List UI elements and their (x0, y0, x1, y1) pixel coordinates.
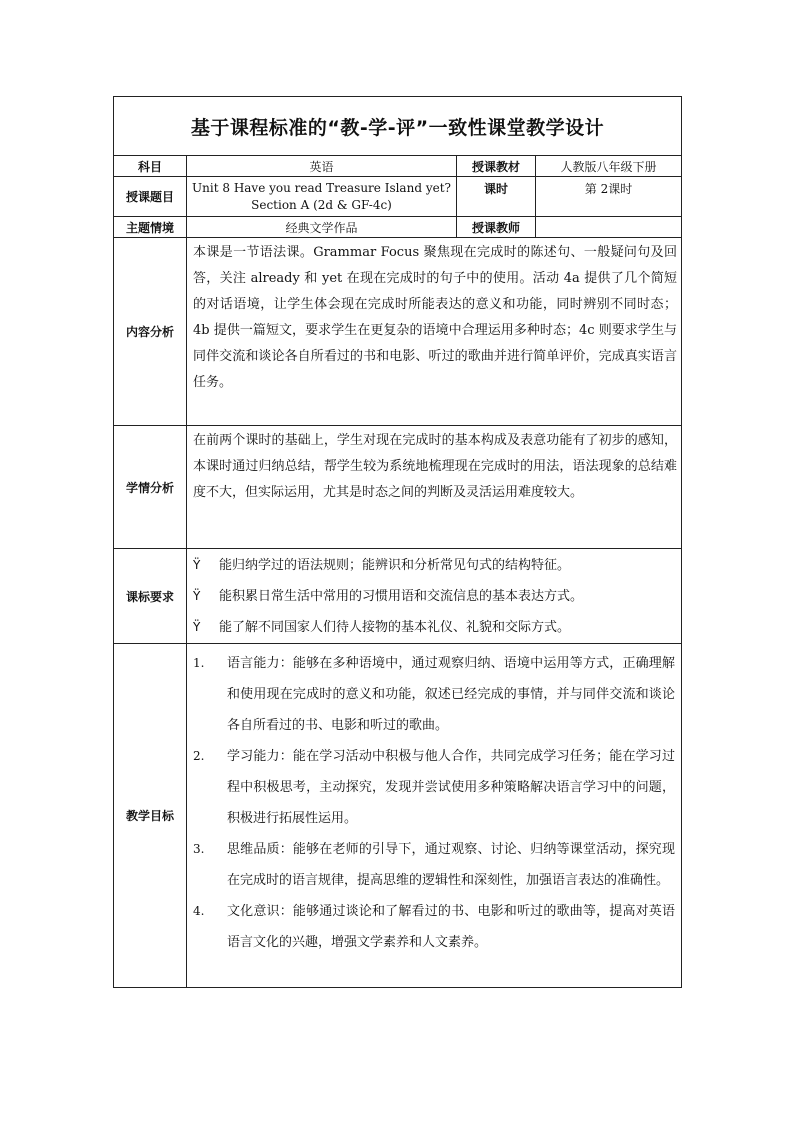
textbook-value: 人教版八年级下册 (536, 156, 682, 177)
topic-line-2: Section A (2d & GF-4c) (251, 197, 392, 212)
bullet-icon: Ÿ (193, 557, 201, 572)
standard-text: 能归纳学过的语法规则；能辨识和分析常见句式的结构特征。 (219, 557, 571, 573)
lesson-design-table (113, 96, 682, 988)
objective-text: 语言能力：能够在多种语境中，通过观察归纳、语境中运用等方式，正确理解和使用现在完成时的意义和功能，叙述已经完成的事情，并与同伴交流和谈论各自所看过的书、电影和听过的歌曲。 (227, 656, 675, 733)
standard-text: 能了解不同国家人们待人接物的基本礼仪、礼貌和交际方式。 (219, 619, 571, 635)
list-item (187, 648, 681, 741)
objective-text: 思维品质：能够在老师的引导下，通过观察、讨论、归纳等课堂活动，探究现在完成时的语言规律，提高思维的逻辑性和深刻性，加强语言表达的准确性。 (227, 842, 675, 888)
objective-text: 学习能力：能在学习活动中积极与他人合作，共同完成学习任务；能在学习过程中积极思考，主动探究，发现并尝试使用多种策略解决语言学习中的问题，积极进行拓展性运用。 (227, 749, 675, 826)
period-value: 第 2课时 (536, 177, 682, 217)
objective-number: 3. (193, 842, 205, 856)
bullet-icon: Ÿ (193, 588, 201, 603)
topic-label: 授课题目 (114, 177, 187, 217)
subject-label: 科目 (114, 156, 187, 177)
list-item (187, 896, 681, 958)
learner-analysis-label: 学情分析 (114, 426, 187, 549)
document-title: 基于课程标准的“教-学-评”一致性课堂教学设计 (114, 97, 682, 156)
textbook-label: 授课教材 (457, 156, 536, 177)
teacher-label: 授课教师 (457, 217, 536, 238)
list-item (187, 612, 681, 643)
list-item (187, 741, 681, 834)
learner-analysis-text: 在前两个课时的基础上，学生对现在完成时的基本构成及表意功能有了初步的感知，本课时通过归纳总结，帮学生较为系统地梳理现在完成时的用法，语法现象的总结难度不大，但实际运用，尤其是时态之间的判断及灵活运用难度较大。 (187, 426, 682, 549)
theme-value: 经典文学作品 (187, 217, 457, 238)
content-analysis-label: 内容分析 (114, 238, 187, 426)
objective-number: 4. (193, 904, 205, 918)
list-item (187, 550, 681, 581)
objectives-label: 教学目标 (114, 644, 187, 988)
objectives-list (187, 644, 682, 988)
list-item (187, 581, 681, 612)
subject-value: 英语 (187, 156, 457, 177)
standards-list (187, 549, 682, 644)
topic-line-1: Unit 8 Have you read Treasure Island yet? (192, 180, 451, 195)
standard-text: 能积累日常生活中常用的习惯用语和交流信息的基本表达方式。 (219, 588, 584, 604)
content-analysis-text: 本课是一节语法课。Grammar Focus 聚焦现在完成时的陈述句、一般疑问句及回答，关注 already 和 yet 在现在完成时的句子中的使用。活动 4a 提供了几个简短的对话语境，让学生体会现在完成时所能表达的意义和功能，同时辨别不同时态；4b 提供一篇短文，要求学生在更复杂的语境中合理运用多种时态；4c 则要求学生与同伴交流和谈论各自所看过的书和电影、听过的歌曲并进行简单评价，完成真实语言任务。 (187, 238, 682, 426)
objective-number: 2. (193, 749, 205, 763)
list-item (187, 834, 681, 896)
objective-text: 文化意识：能够通过谈论和了解看过的书、电影和听过的歌曲等，提高对英语语言文化的兴趣，增强文学素养和人文素养。 (227, 904, 675, 950)
standards-label: 课标要求 (114, 549, 187, 644)
period-label: 课时 (457, 177, 536, 217)
topic-value (187, 177, 457, 217)
objective-number: 1. (193, 656, 205, 670)
teacher-value (536, 217, 682, 238)
theme-label: 主题情境 (114, 217, 187, 238)
bullet-icon: Ÿ (193, 619, 201, 634)
